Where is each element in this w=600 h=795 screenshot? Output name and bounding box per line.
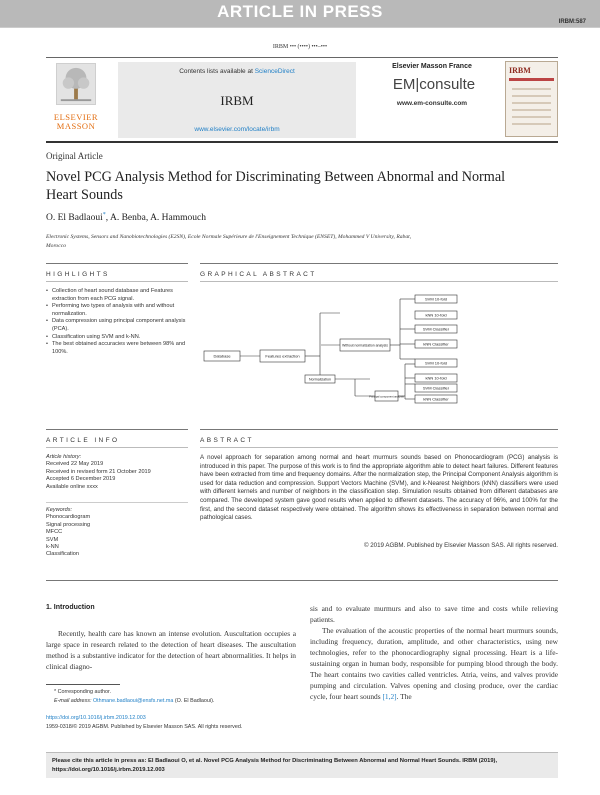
journal-cover-thumbnail[interactable] [505, 61, 558, 137]
highlight-item: • The best obtained accuracies were between 98% and 100%. [46, 341, 188, 356]
article-history [46, 454, 188, 491]
article-type: Original Article [46, 151, 103, 161]
label-knn-fold-2: kNN 10-fold [425, 375, 447, 381]
article-title: Novel PCG Analysis Method for Discriminating Between Abnormal and Normal Heart Sounds [46, 169, 506, 203]
citation-link[interactable]: [1,2] [382, 692, 397, 701]
label-knn-class-2: kNN Classifier [423, 396, 449, 402]
label-pca: Principal component analysis [369, 395, 404, 399]
masthead-top-rule [46, 57, 558, 58]
contents-available-line [118, 68, 356, 75]
abstract-subrule [200, 447, 558, 448]
elsevier-logo-text: ELSEVIER MASSON [53, 112, 99, 131]
label-normalization: Normalization [309, 377, 331, 382]
sciencedirect-link[interactable]: ScienceDirect [254, 68, 295, 75]
cover-decoration [512, 88, 551, 128]
issn-line: 1959-0318/© 2019 AGBM. Published by Elsevier Masson SAS. All rights reserved. [46, 724, 243, 730]
corresponding-author-mark[interactable]: * [102, 212, 106, 218]
first-author[interactable]: O. El Badlaoui [46, 213, 103, 224]
history-accepted: Accepted 6 December 2019 [46, 476, 116, 483]
article-id: IRBM:587 [558, 19, 586, 25]
intro-paragraph-left: Recently, health care has known an intense evolution. Auscultation occupies a large space in research related to the detection of heart diseases. The auscultation method is a substantive indicator for the detection of heart abnormalities. It helps in clinical diagno- [46, 629, 296, 671]
history-revised: Received in revised form 21 October 2019 [46, 468, 151, 475]
keywords-block [46, 507, 188, 559]
abstract-rule [200, 429, 558, 430]
keyword-item: MFCC [46, 529, 63, 536]
cover-band [509, 78, 554, 81]
em-consulte-url-link[interactable]: www.em-consulte.com [396, 100, 468, 107]
label-knn-class-1: kNN Classifier [423, 341, 449, 347]
keyword-item: Signal processing [46, 521, 91, 528]
keyword-item: Classification [46, 551, 79, 558]
banner-title: ARTICLE IN PRESS [217, 2, 383, 21]
other-authors: , A. Benba, A. Hammouch [105, 213, 206, 224]
section-heading-introduction: 1. Introduction [46, 604, 95, 611]
cite-this-article-box: Please cite this article in press as: El Badlaoui O, et al. Novel PCG Analysis Method for Discriminating Between Abnormal and Normal Heart Sounds. IRBM (2019), https://doi.org/10.1016/j.irbm.2019.12.003 [46, 752, 558, 778]
keywords-label: Keywords: [46, 507, 73, 513]
front-matter-end-rule [46, 580, 558, 581]
keywords-divider [46, 502, 188, 503]
corresponding-author-note: * Corresponding author. [54, 689, 111, 695]
doi-link[interactable] [46, 714, 296, 723]
intro-paragraph-right-1: sis and to evaluate murmurs and also to save time and costs while relieving patients. [310, 604, 558, 624]
history-label: Article history: [46, 454, 82, 460]
journal-name: IRBM [220, 93, 254, 108]
email-link[interactable]: Othmane.badlaoui@ensfs.net.ma [92, 698, 174, 704]
abstract-text: A novel approach for separation among normal and heart murmurs sounds based on Phonocardiogram (PCG) analysis is introduced in this paper. The purpose of this work is to find the appropriate algorithm able to detect heart failures. Different features have been extracted from time and frequency domains. After the normalization step, the Principal Component Analysis algorithm is used for data reduction and compression. Support Vectors Machine (SVM), and k-Nearest Neighbors (kNN) classifiers were used with different kernels and number of neighbors in the classification step. Simulation results obtained from different databases are compared. The developed system gave good results when applied to different datasets. The accuracy of 96%, and 100% for the first, and the second dataset respectively were obtained. The algorithm shows its effectiveness in separation between normal and pathological cases. [200, 454, 558, 522]
abstract-copyright: © 2019 AGBM. Published by Elsevier Masson SAS. All rights reserved. [363, 542, 558, 549]
journal-reference: IRBM ••• (••••) •••–••• [272, 44, 328, 50]
label-svm-fold-1: SVM 10-fold [424, 296, 448, 302]
footnote-rule [46, 684, 120, 685]
doi-text[interactable]: https://doi.org/10.1016/j.irbm.2019.12.003 [46, 715, 146, 721]
article-info-rule [46, 429, 188, 430]
article-info-subrule [46, 447, 188, 448]
contents-prefix: Contents lists available at [179, 68, 255, 75]
label-without-norm: Without normalization analysis [342, 343, 388, 348]
journal-url-link[interactable]: www.elsevier.com/locate/irbm [194, 126, 280, 133]
email-suffix: (O. El Badlaoui). [173, 698, 215, 704]
em-consulte-logo[interactable]: EM|consulte [392, 76, 476, 93]
history-online: Available online xxxx [46, 483, 98, 490]
graphical-abstract-diagram [200, 287, 558, 410]
graphical-abstract-subrule [200, 281, 558, 282]
highlight-item: • Performing two types of analysis with and without normalization. [46, 303, 188, 318]
banner-divider [0, 27, 600, 28]
highlights-heading: HIGHLIGHTS [46, 271, 110, 278]
highlight-item: • Classification using SVM and k-NN. [46, 334, 188, 342]
publisher-name: Elsevier Masson France [392, 63, 472, 70]
label-svm-fold-2: SVM 10-fold [424, 360, 448, 366]
keyword-item: Phonocardiogram [46, 514, 91, 521]
graphical-abstract-heading: GRAPHICAL ABSTRACT [200, 271, 317, 278]
highlights-rule [46, 263, 188, 264]
intro-paragraph-right-2-end: . The [396, 692, 412, 701]
elsevier-logo[interactable] [46, 61, 106, 137]
label-database: Database [213, 353, 231, 359]
affiliation: Electronic Systems, Sensors and Nanobiotechnologies (E2SN), Ecole Normale Supérieure de l'Enseignement Technique (ENSET), Mohammed V University, Rabat, Morocco [46, 234, 412, 249]
cover-title: IRBM [509, 66, 531, 75]
highlight-item: • Collection of heart sound database and Features extraction from each PCG signal. [46, 288, 188, 303]
author-list [46, 212, 206, 223]
intro-paragraph-right-2 [310, 625, 558, 702]
graphical-abstract-rule [200, 263, 558, 264]
keyword-item: k-NN [46, 544, 59, 551]
article-info-heading: ARTICLE INFO [46, 437, 120, 444]
keyword-item: SVM [46, 536, 59, 543]
highlight-item: • Data compression using principal component analysis (PCA). [46, 318, 188, 333]
email-note [46, 697, 296, 706]
article-in-press-banner [0, 0, 600, 27]
journal-header-box [118, 62, 356, 138]
highlights-subrule [46, 281, 188, 282]
elsevier-tree-icon [56, 63, 96, 105]
label-svm-class-1: SVM Classifier [422, 326, 450, 332]
abstract-heading: ABSTRACT [200, 437, 254, 444]
masthead-bottom-rule [46, 141, 558, 143]
label-svm-class-2: SVM Classifier [422, 385, 450, 391]
history-received: Received 22 May 2019 [46, 461, 104, 468]
label-features: Features extraction [265, 353, 300, 359]
highlights-list [46, 288, 188, 356]
intro-paragraph-right-2-text: The evaluation of the acoustic properties of the normal heart murmurs sounds, including frequency, duration, amplitude, and other characteristics, using new technologies, refer to the phonocardiography signal processing. Heart is a life-sustaining organ in human body, responsible for pumping blood through the body. The heart contains two cavities called ventricles. Atria, veins, and valves provide pumping and circulation. Valves opening and closing produce, over the cardiac cycle, four heart sounds [310, 626, 558, 701]
label-knn-fold-1: kNN 10-fold [425, 312, 447, 318]
email-label: E-mail address: [54, 698, 93, 704]
